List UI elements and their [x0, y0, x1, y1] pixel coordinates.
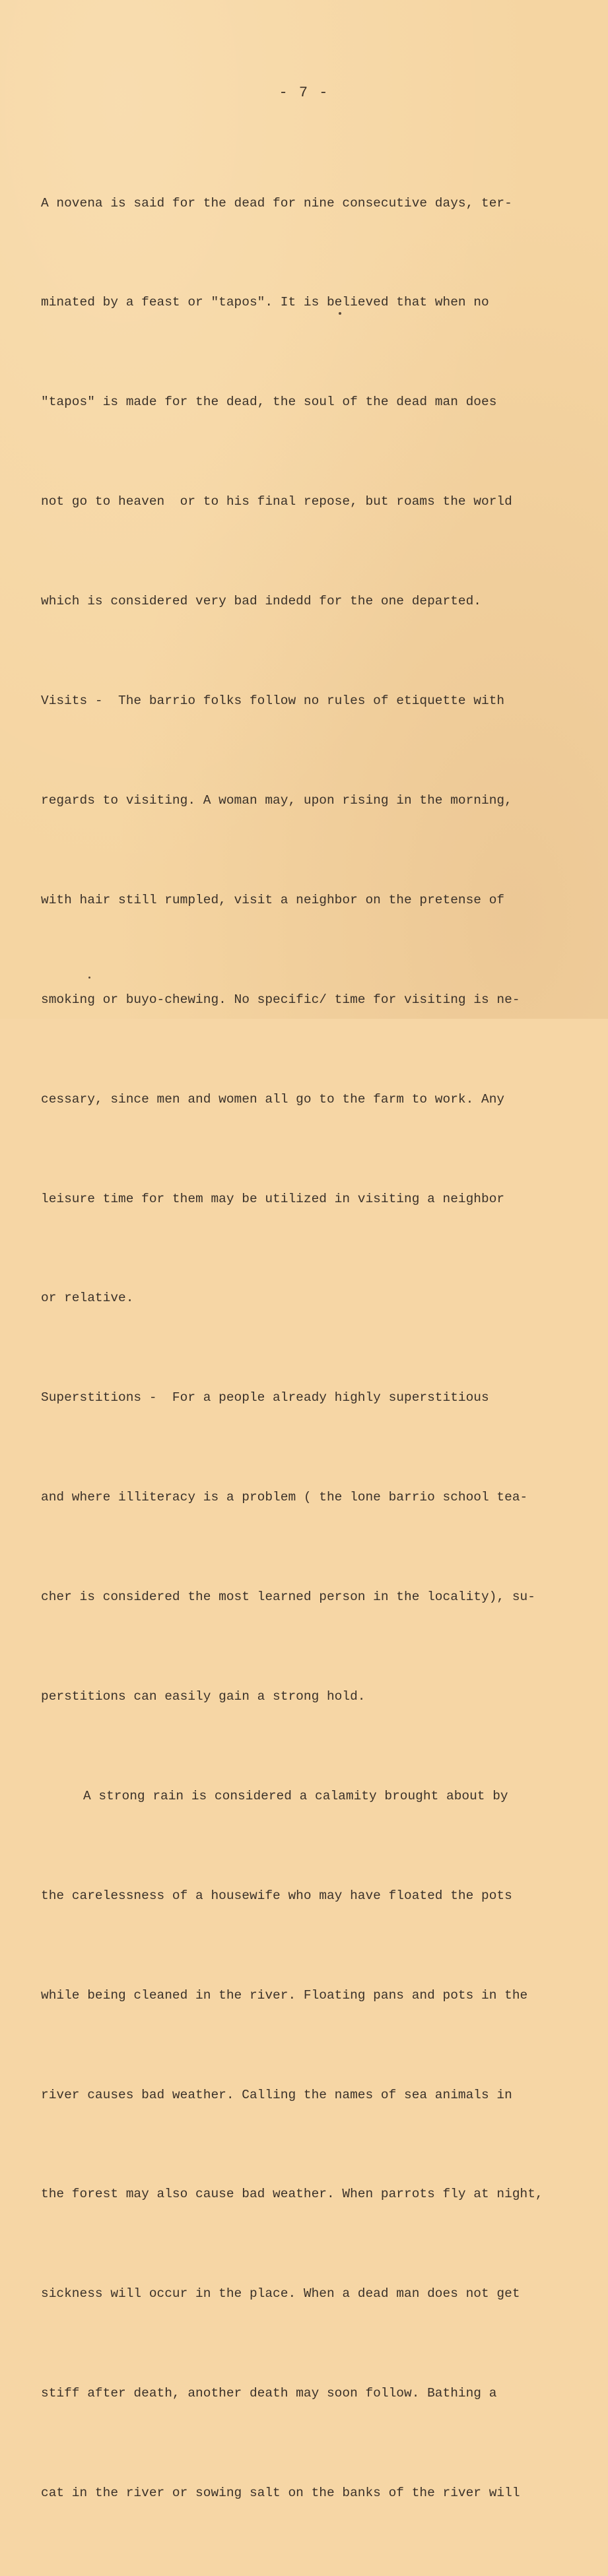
paragraph-start-line: A strong rain is considered a calamity brought about by — [83, 1788, 508, 1803]
text-line: leisure time for them may be utilized in visiting a neighbor — [41, 1191, 505, 1206]
text-line: river causes bad weather. Calling the names of sea animals in — [41, 2087, 512, 2102]
text-line: the carelessness of a housewife who may have floated the pots — [41, 1888, 512, 1903]
text-line: regards to visiting. A woman may, upon rising in the morning, — [41, 792, 512, 808]
page-number: - 7 - — [279, 84, 329, 101]
text-line: cher is considered the most learned person in the locality), su- — [41, 1590, 535, 1605]
text-line: cessary, since men and women all go to the farm to work. Any — [41, 1091, 505, 1107]
text-line: and where illiteracy is a problem ( the lone barrio school tea- — [41, 1490, 528, 1505]
section-superstitions-heading-line: Superstitions - For a people already highly superstitious — [41, 1390, 489, 1405]
text-line: with hair still rumpled, visit a neighbor on the pretense of — [41, 892, 505, 907]
text-line: A novena is said for the dead for nine consecutive days, ter- — [41, 195, 512, 210]
text-line: or relative. — [41, 1291, 134, 1306]
paper-speck — [339, 312, 341, 315]
text-line: while being cleaned in the river. Floating pans and pots in the — [41, 1987, 528, 2003]
text-line: "tapos" is made for the dead, the soul of the dead man does — [41, 395, 497, 410]
text-line: stiff after death, another death may soon follow. Bathing a — [41, 2386, 497, 2401]
text-line: not go to heaven or to his final repose, but roams the world — [41, 494, 512, 509]
text-line: smoking or buyo-chewing. No specific/ time for visiting is ne- — [41, 992, 520, 1007]
text-line: cat in the river or sowing salt on the banks of the river will — [41, 2486, 520, 2501]
section-visits-heading-line: Visits - The barrio folks follow no rules of etiquette with — [41, 693, 505, 709]
text-line: minated by a feast or "tapos". It is believed that when no — [41, 295, 489, 310]
text-line: which is considered very bad indedd for the one departed. — [41, 594, 482, 609]
body-text — [41, 120, 595, 2576]
text-line: perstitions can easily gain a strong hold. — [41, 1689, 366, 1704]
text-line: the forest may also cause bad weather. When parrots fly at night, — [41, 2187, 543, 2202]
text-line: sickness will occur in the place. When a dead man does not get — [41, 2286, 520, 2302]
paper-speck — [88, 977, 90, 979]
